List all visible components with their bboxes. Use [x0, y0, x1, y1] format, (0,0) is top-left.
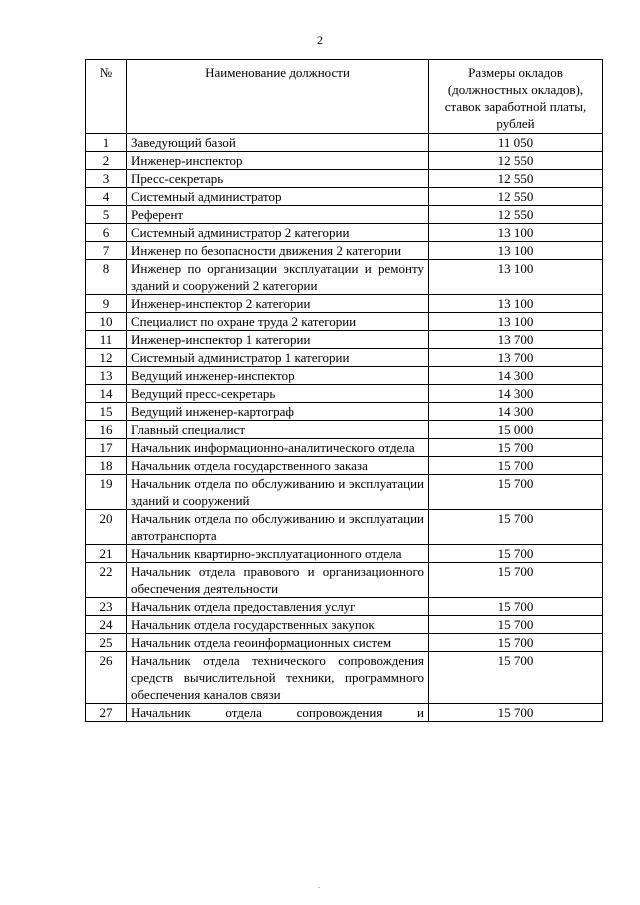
row-position: Специалист по охране труда 2 категории	[127, 313, 429, 331]
row-number: 1	[86, 134, 127, 152]
row-salary: 15 700	[429, 563, 603, 598]
row-position: Ведущий инженер-картограф	[127, 403, 429, 421]
row-position: Инженер по безопасности движения 2 категории	[127, 242, 429, 260]
row-salary: 12 550	[429, 170, 603, 188]
row-salary: 13 100	[429, 224, 603, 242]
row-number: 8	[86, 260, 127, 295]
row-number: 27	[86, 704, 127, 722]
table-row	[86, 403, 603, 421]
table-row	[86, 170, 603, 188]
row-position: Начальник квартирно-эксплуатационного отдела	[127, 545, 429, 563]
row-salary: 12 550	[429, 188, 603, 206]
row-salary: 15 700	[429, 457, 603, 475]
header-position: Наименование должности	[127, 60, 429, 134]
table-row	[86, 421, 603, 439]
row-position: Референт	[127, 206, 429, 224]
row-position: Начальник отдела государственного заказа	[127, 457, 429, 475]
row-position: Ведущий пресс-секретарь	[127, 385, 429, 403]
table-row	[86, 439, 603, 457]
table-row	[86, 510, 603, 545]
table-row	[86, 616, 603, 634]
row-position: Пресс-секретарь	[127, 170, 429, 188]
row-number: 9	[86, 295, 127, 313]
row-number: 4	[86, 188, 127, 206]
header-number: №	[86, 60, 127, 134]
row-salary: 13 100	[429, 295, 603, 313]
table-header-row	[86, 60, 603, 134]
row-number: 20	[86, 510, 127, 545]
table-row	[86, 367, 603, 385]
table-body	[86, 134, 603, 722]
row-salary: 13 100	[429, 313, 603, 331]
row-number: 21	[86, 545, 127, 563]
row-position: Начальник отдела технического сопровождения средств вычислительной техники, программного обеспечения каналов связи	[127, 652, 429, 704]
row-position: Инженер-инспектор 2 категории	[127, 295, 429, 313]
row-salary: 14 300	[429, 385, 603, 403]
row-position: Системный администратор 1 категории	[127, 349, 429, 367]
row-number: 26	[86, 652, 127, 704]
row-position: Заведующий базой	[127, 134, 429, 152]
table-row	[86, 295, 603, 313]
row-salary: 15 700	[429, 439, 603, 457]
row-position: Системный администратор 2 категории	[127, 224, 429, 242]
table-row	[86, 598, 603, 616]
row-number: 7	[86, 242, 127, 260]
row-salary: 15 700	[429, 598, 603, 616]
row-number: 12	[86, 349, 127, 367]
table-row	[86, 152, 603, 170]
row-salary: 15 700	[429, 616, 603, 634]
row-salary: 15 000	[429, 421, 603, 439]
table-row	[86, 134, 603, 152]
row-salary: 14 300	[429, 403, 603, 421]
row-position: Начальник отдела по обслуживанию и эксплуатации автотранспорта	[127, 510, 429, 545]
table-row	[86, 652, 603, 704]
row-salary: 11 050	[429, 134, 603, 152]
row-salary: 15 700	[429, 475, 603, 510]
row-position: Начальник отдела государственных закупок	[127, 616, 429, 634]
row-number: 3	[86, 170, 127, 188]
row-position: Инженер-инспектор 1 категории	[127, 331, 429, 349]
row-position: Начальник отдела геоинформационных систем	[127, 634, 429, 652]
row-position: Начальник отдела предоставления услуг	[127, 598, 429, 616]
row-salary: 15 700	[429, 704, 603, 722]
row-position: Начальник информационно-аналитического отдела	[127, 439, 429, 457]
row-number: 6	[86, 224, 127, 242]
table-row	[86, 457, 603, 475]
row-salary: 12 550	[429, 152, 603, 170]
table-row	[86, 206, 603, 224]
row-position: Инженер по организации эксплуатации и ремонту зданий и сооружений 2 категории	[127, 260, 429, 295]
table-row	[86, 313, 603, 331]
table-row	[86, 260, 603, 295]
row-salary: 15 700	[429, 652, 603, 704]
row-number: 19	[86, 475, 127, 510]
table-row	[86, 242, 603, 260]
row-position: Начальник отдела сопровождения и	[127, 704, 429, 722]
row-number: 10	[86, 313, 127, 331]
row-salary: 13 700	[429, 349, 603, 367]
table-row	[86, 224, 603, 242]
row-number: 17	[86, 439, 127, 457]
row-position: Инженер-инспектор	[127, 152, 429, 170]
row-number: 13	[86, 367, 127, 385]
row-salary: 13 700	[429, 331, 603, 349]
row-salary: 14 300	[429, 367, 603, 385]
row-number: 24	[86, 616, 127, 634]
row-number: 11	[86, 331, 127, 349]
row-salary: 12 550	[429, 206, 603, 224]
table-row	[86, 634, 603, 652]
row-position: Главный специалист	[127, 421, 429, 439]
row-number: 25	[86, 634, 127, 652]
row-salary: 15 700	[429, 510, 603, 545]
row-number: 15	[86, 403, 127, 421]
table-row	[86, 331, 603, 349]
row-number: 22	[86, 563, 127, 598]
row-position: Начальник отдела по обслуживанию и эксплуатации зданий и сооружений	[127, 475, 429, 510]
row-position: Ведущий инженер-инспектор	[127, 367, 429, 385]
row-number: 2	[86, 152, 127, 170]
row-salary: 15 700	[429, 545, 603, 563]
page-number: 2	[317, 33, 323, 47]
header-salary: Размеры окладов (должностных окладов), ставок заработной платы, рублей	[429, 60, 603, 134]
row-number: 23	[86, 598, 127, 616]
table-row	[86, 475, 603, 510]
table-row	[86, 704, 603, 722]
row-number: 14	[86, 385, 127, 403]
row-position: Системный администратор	[127, 188, 429, 206]
table-row	[86, 349, 603, 367]
table-row	[86, 545, 603, 563]
table-row	[86, 188, 603, 206]
row-number: 5	[86, 206, 127, 224]
row-salary: 13 100	[429, 242, 603, 260]
row-number: 16	[86, 421, 127, 439]
row-salary: 13 100	[429, 260, 603, 295]
row-position: Начальник отдела правового и организационного обеспечения деятельности	[127, 563, 429, 598]
row-number: 18	[86, 457, 127, 475]
row-salary: 15 700	[429, 634, 603, 652]
table-row	[86, 385, 603, 403]
scan-speck	[318, 887, 320, 888]
salary-table	[85, 59, 603, 722]
table-row	[86, 563, 603, 598]
